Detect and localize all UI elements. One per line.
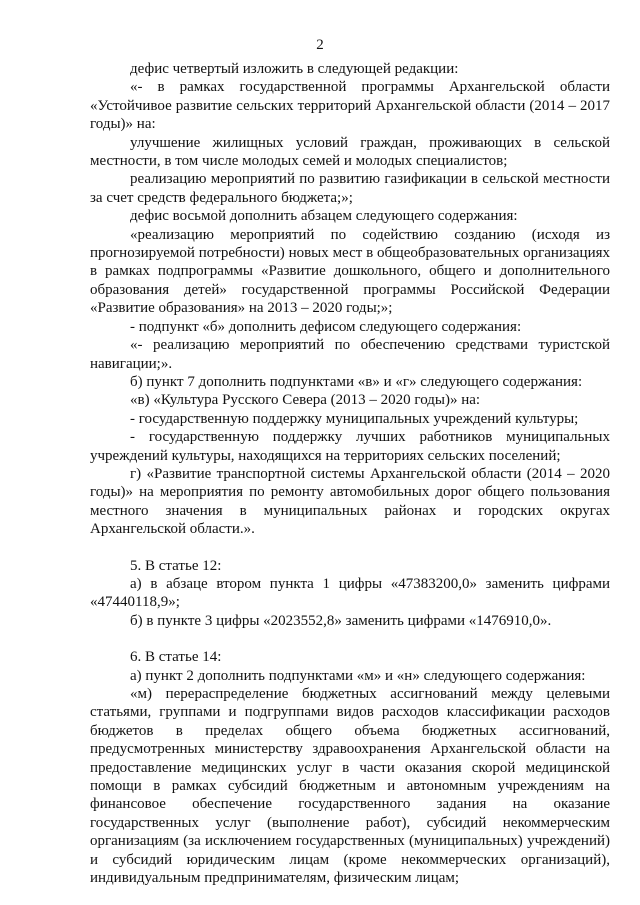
paragraph: дефис восьмой дополнить абзацем следующего содержания: (130, 208, 518, 225)
page-number: 2 (316, 37, 324, 53)
paragraph: г) «Развитие транспортной системы Архангельской области (2014 – 2020 годы)» на мероприятия по ремонту автомобильных дорог общего пользования местного значения в муниципальных районах и городских округах Архангельской области.». (90, 465, 610, 538)
paragraph: дефис четвертый изложить в следующей редакции: (130, 61, 459, 77)
paragraph: улучшение жилищных условий граждан, проживающих в сельской местности, в том числе молодых семей и молодых специалистов; (90, 134, 610, 170)
paragraph: «- в рамках государственной программы Архангельской области «Устойчивое развитие сельских территорий Архангельской области (2014 – 2017 годы)» на: (90, 79, 610, 133)
paragraph: «м) перераспределение бюджетных ассигнований между целевыми статьями, группами и подгруппами видов расходов классификации расходов бюджетов в пределах общего объема бюджетных ассигнований, предусмотренных министерству здравоохранения Архангельской области на предоставление медицинских услуг в части оказания скорой медицинской помощи в рамках субсидий бюджетным и автономным учреждениям на финансовое обеспечение государственного задания на оказание государственных услуг (выполнение работ), субсидий некоммерческим организациям (за исключением государственных (муниципальных) учреждений) и субсидий юридическим лицам (кроме некоммерческих организаций), индивидуальным предпринимателям, физическим лицам; (90, 686, 610, 887)
paragraph: реализацию мероприятий по развитию газификации в сельской местности за счет средств федерального бюджета;»; (90, 171, 610, 206)
paragraph: «реализацию мероприятий по содействию созданию (исходя из прогнозируемой потребности) новых мест в общеобразовательных организациях в рамках подпрограммы «Развитие дошкольного, общего и дополнительного образования детей» государственной программы Российской Федерации «Развитие образования» на 2013 – 2020 годы;»; (90, 226, 610, 317)
paragraph: а) в абзаце втором пункта 1 цифры «47383200,0» заменить цифрами «47440118,9»; (90, 575, 610, 611)
paragraph: б) в пункте 3 цифры «2023552,8» заменить цифрами «1476910,0». (130, 612, 552, 629)
paragraph: «в) «Культура Русского Севера (2013 – 2020 годы)» на: (130, 392, 481, 409)
paragraph: а) пункт 2 дополнить подпунктами «м» и «н» следующего содержания: (130, 667, 586, 684)
section-heading: 5. В статье 12: (130, 557, 222, 574)
paragraph: - государственную поддержку муниципальных учреждений культуры; (130, 410, 579, 427)
document-body (90, 60, 610, 887)
paragraph: б) пункт 7 дополнить подпунктами «в» и «г» следующего содержания: (130, 373, 583, 390)
paragraph: - государственную поддержку лучших работников муниципальных учреждений культуры, находящихся на территориях сельских поселений; (90, 429, 610, 464)
paragraph: - подпункт «б» дополнить дефисом следующего содержания: (130, 318, 522, 335)
section-heading: 6. В статье 14: (130, 649, 222, 666)
paragraph: «- реализацию мероприятий по обеспечению средствами туристской навигации;». (90, 337, 610, 372)
